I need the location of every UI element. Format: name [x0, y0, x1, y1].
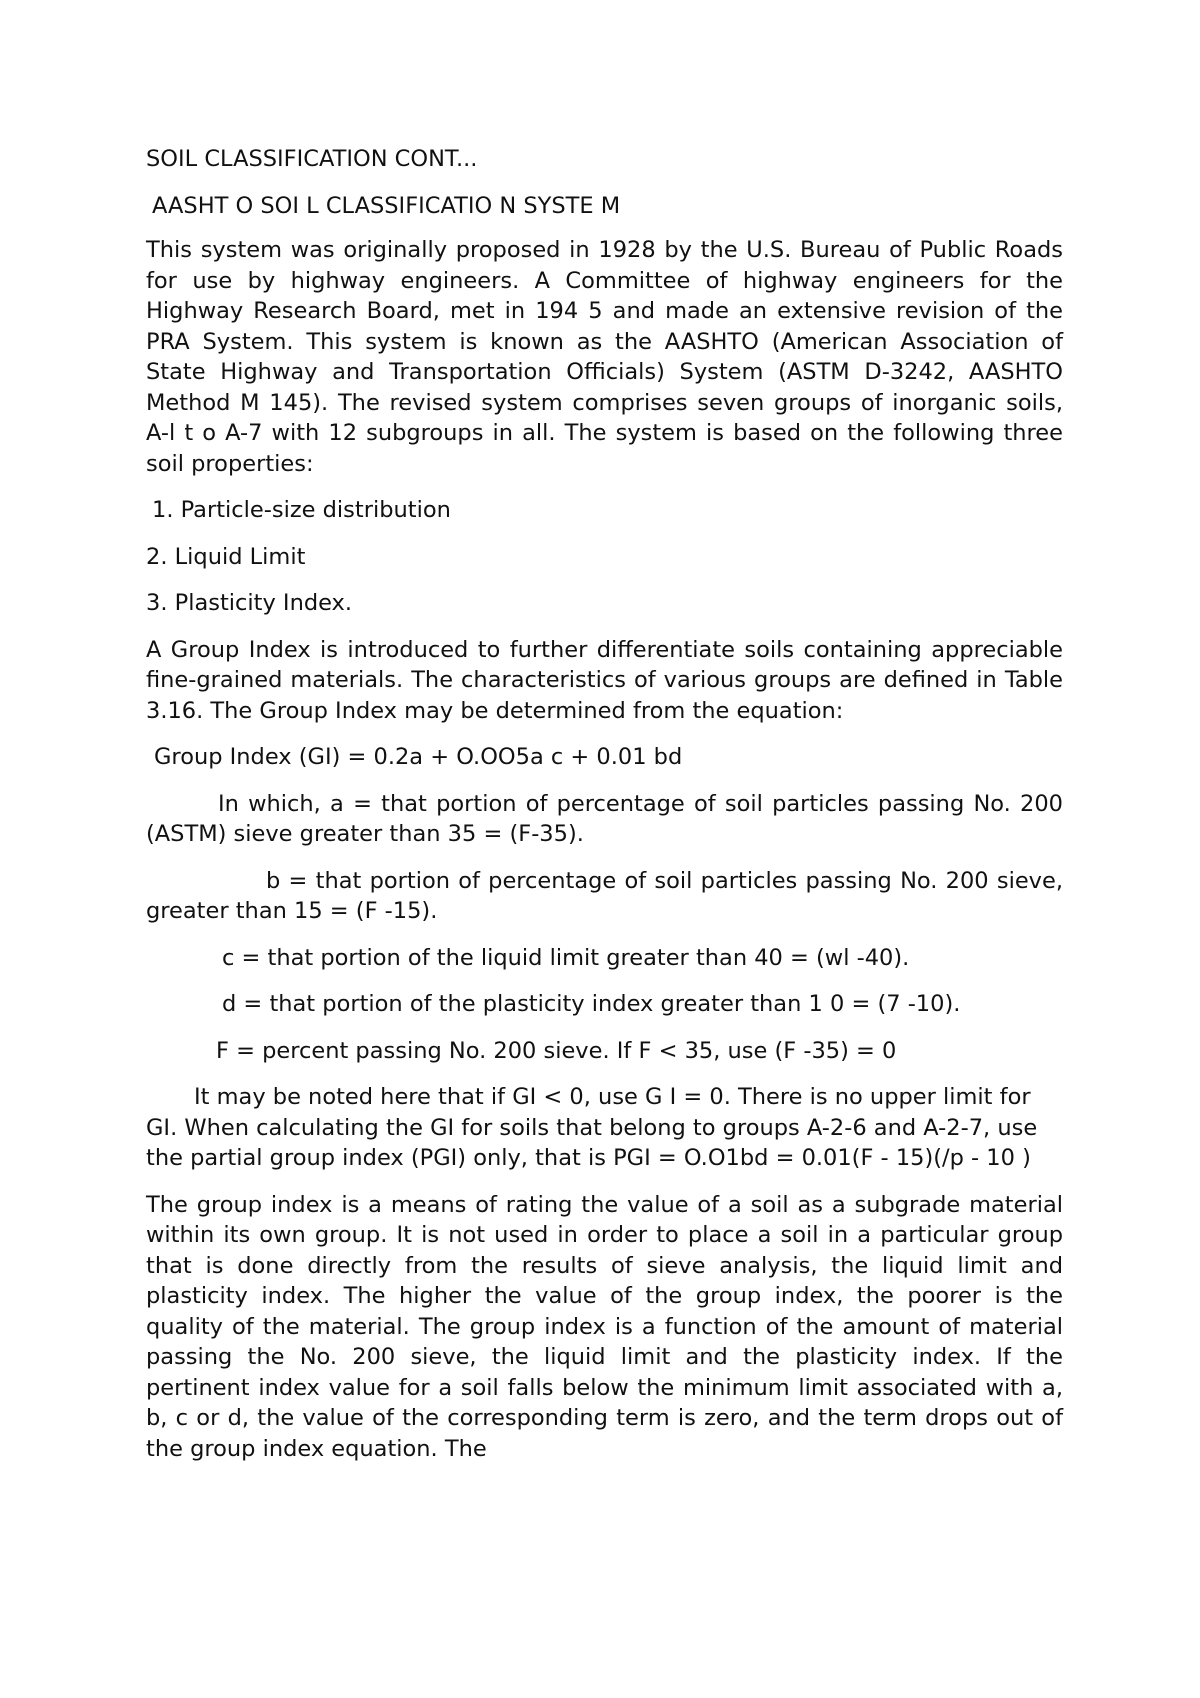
group-index-paragraph: A Group Index is introduced to further differentiate soils containing appreciable fine-grained materials. The characteristics of various groups are defined in Table 3.16. The Group Index may be determined from the equation: [146, 636, 1063, 724]
definition-d: d = that portion of the plasticity index greater than 1 0 = (7 -10). [222, 991, 961, 1017]
definition-a: In which, a = that portion of percentage of soil particles passing No. 200 (ASTM) sieve greater than 35 = (F-35). [146, 790, 1063, 847]
property-item-3: 3. Plasticity Index. [146, 590, 353, 616]
document-title: SOIL CLASSIFICATION CONT... [146, 146, 478, 172]
section-heading: AASHT O SOI L CLASSIFICATIO N SYSTE M [152, 192, 621, 219]
group-index-note: It may be noted here that if GI < 0, use G I = 0. There is no upper limit for GI. When calculating the GI for soils that belong to groups A-2-6 and A-2-7, use the partial group index (PGI) only, that is PGI = O.O1bd = 0.01(F - 15)(/p - 10 ) [146, 1084, 1038, 1171]
closing-paragraph: The group index is a means of rating the value of a soil as a subgrade material within its own group. It is not used in order to place a soil in a particular group that is done directly from the results of sieve analysis, the liquid limit and plasticity index. The higher the value of the group index, the poorer is the quality of the material. The group index is a function of the amount of material passing the No. 200 sieve, the liquid limit and the plasticity index. If the pertinent index value for a soil falls below the minimum limit associated with a, b, c or d, the value of the corresponding term is zero, and the term drops out of the group index equation. The [146, 1191, 1063, 1462]
definition-f: F = percent passing No. 200 sieve. If F < 35, use (F -35) = 0 [216, 1037, 897, 1064]
property-item-1: 1. Particle-size distribution [152, 497, 451, 523]
definition-b: b = that portion of percentage of soil particles passing No. 200 sieve, greater than 15 = (F -15). [146, 867, 1063, 924]
property-item-2: 2. Liquid Limit [146, 543, 306, 570]
intro-paragraph: This system was originally proposed in 1928 by the U.S. Bureau of Public Roads for use by highway engineers. A Committee of highway engineers for the Highway Research Board, met in 194 5 and made an extensive revision of the PRA System. This system is known as the AASHTO (American Association of State Highway and Transportation Officials) System (ASTM D-3242, AASHTO Method M 145). The revised system comprises seven groups of inorganic soils, A-l t o A-7 with 12 subgroups in all. The system is based on the following three soil properties: [146, 237, 1063, 477]
document-body [146, 144, 1063, 1464]
definition-c: c = that portion of the liquid limit greater than 40 = (wl -40). [222, 944, 910, 971]
group-index-formula: Group Index (GI) = 0.2a + O.OO5a c + 0.01 bd [154, 744, 683, 770]
